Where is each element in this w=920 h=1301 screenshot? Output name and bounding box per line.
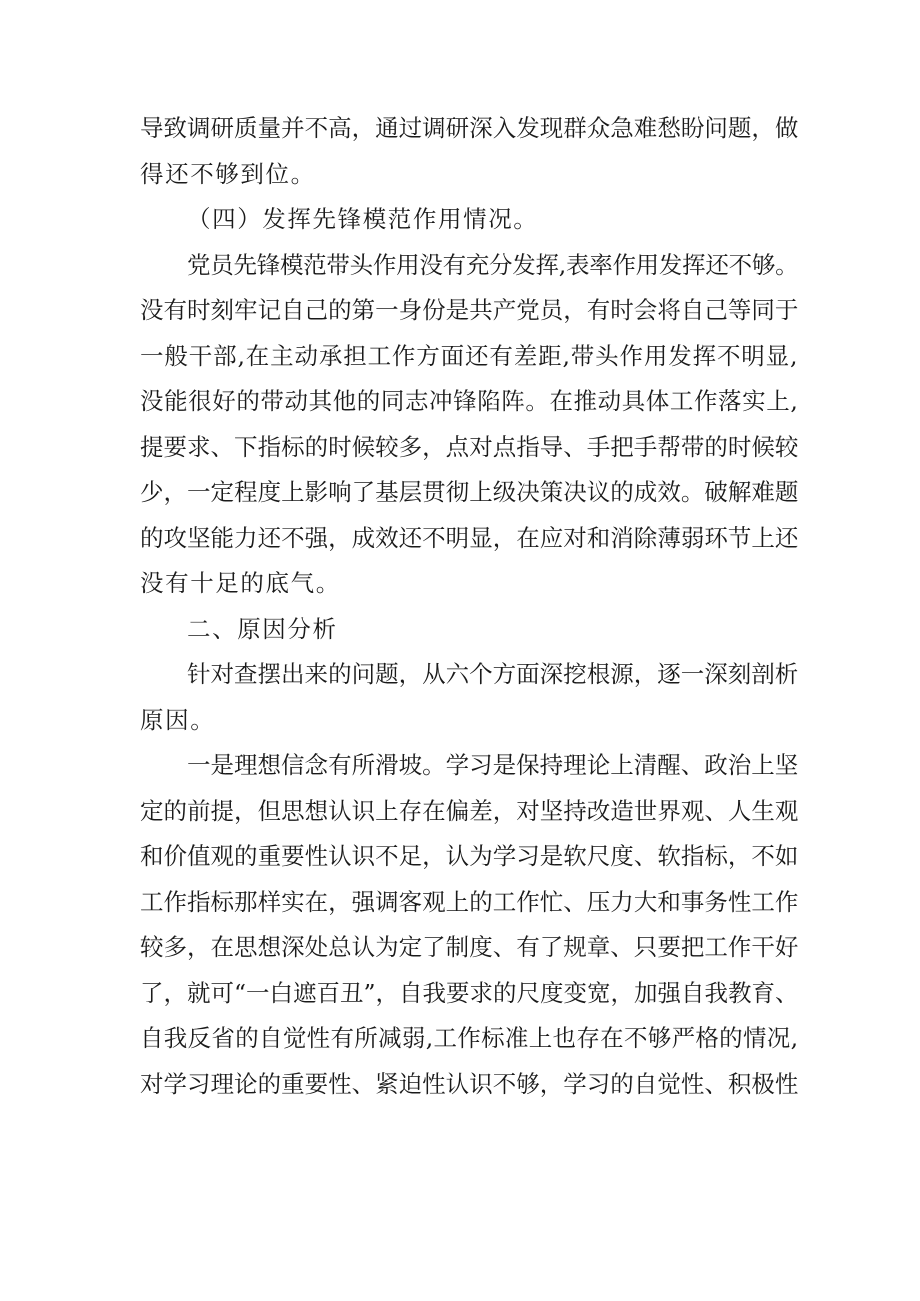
paragraph-research-quality [140, 106, 800, 197]
text-line: （四）发挥先锋模范作用情况。 [187, 205, 539, 233]
text-line: 自我反省的自觉性有所减弱,工作标准上也存在不够严格的情况, [140, 1024, 799, 1052]
text-line: 少，一定程度上影响了基层贯彻上级决策决议的成效。破解难题 [140, 478, 799, 506]
text-line: 较多，在思想深处总认为定了制度、有了规章、只要把工作干好 [140, 933, 799, 961]
paragraph-cause-intro [140, 652, 800, 743]
text-line: 工作指标那样实在，强调客观上的工作忙、压力大和事务性工作 [140, 887, 799, 916]
text-line: 一般干部,在主动承担工作方面还有差距,带头作用发挥不明显, [140, 341, 799, 370]
text-line: 定的前提，但思想认识上存在偏差，对坚持改造世界观、人生观 [140, 796, 799, 825]
text-line: 得还不够到位。 [140, 159, 316, 188]
text-line: 对学习理论的重要性、紧迫性认识不够，学习的自觉性、积极性 [140, 1069, 799, 1098]
text-line: 和价值观的重要性认识不足，认为学习是软尺度、软指标，不如 [140, 842, 799, 870]
text-line: 针对查摆出来的问题，从六个方面深挖根源，逐一深刻剖析 [187, 660, 799, 688]
text-line: 没有十足的底气。 [140, 569, 341, 597]
document-page [140, 106, 800, 1107]
text-line: 提要求、下指标的时候较多，点对点指导、手把手帮带的时候较 [140, 432, 799, 461]
paragraph-vanguard-role [140, 243, 800, 607]
text-line: 二、原因分析 [187, 614, 338, 643]
text-line: 了，就可“一白遮百丑”，自我要求的尺度变宽，加强自我教育、 [140, 978, 799, 1007]
section-heading-vanguard-role [140, 197, 800, 243]
text-line: 的攻坚能力还不强，成效还不明显，在应对和消除薄弱环节上还 [140, 523, 799, 552]
text-line: 党员先锋模范带头作用没有充分发挥,表率作用发挥还不够。 [187, 250, 799, 279]
text-line: 没有时刻牢记自己的第一身份是共产党员，有时会将自己等同于 [140, 296, 799, 324]
text-line: 原因。 [140, 705, 216, 734]
text-line: 导致调研质量并不高，通过调研深入发现群众急难愁盼问题，做 [140, 114, 799, 142]
text-line: 一是理想信念有所滑坡。学习是保持理论上清醒、政治上坚 [187, 751, 799, 779]
text-line: 没能很好的带动其他的同志冲锋陷阵。在推动具体工作落实上, [140, 387, 799, 415]
section-heading-cause-analysis [140, 607, 800, 653]
paragraph-ideals-beliefs [140, 743, 800, 1107]
